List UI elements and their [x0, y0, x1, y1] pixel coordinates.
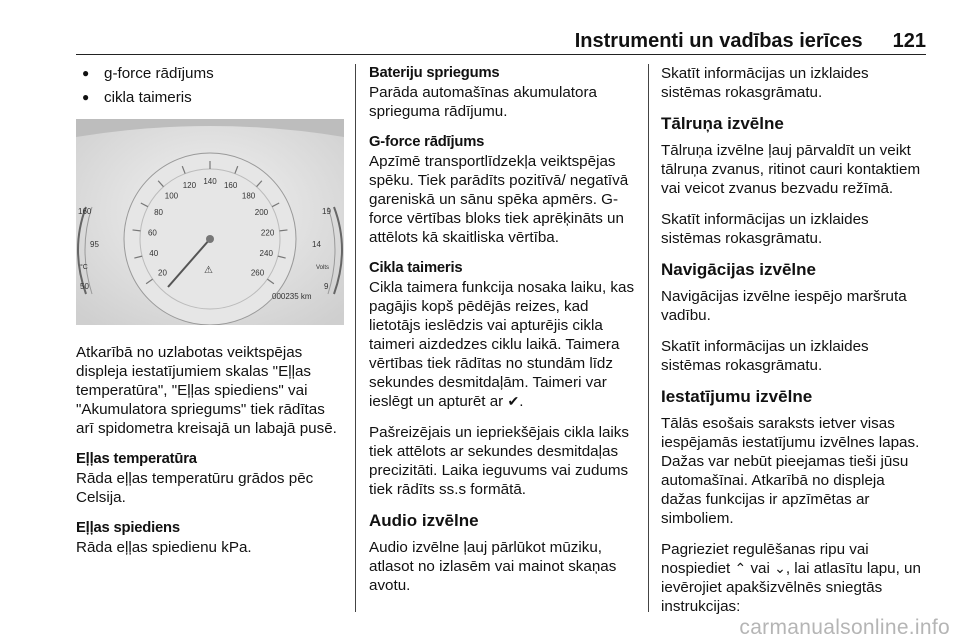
- speed-tick-label: 100: [164, 191, 179, 201]
- right-gauge-tick: Volts: [316, 265, 330, 271]
- speed-tick-label: 80: [154, 208, 164, 218]
- paragraph: Parāda automašīnas akumulatora sprieguma rādījumu.: [369, 84, 597, 120]
- speed-tick-label: 220: [260, 228, 275, 238]
- column-2: [369, 64, 635, 607]
- speed-tick-label: 260: [250, 268, 265, 278]
- battery-voltage-heading: Bateriju spriegums: [369, 65, 500, 81]
- speed-tick-label: 160: [223, 180, 238, 190]
- paragraph: Tālās esošais saraksts ietver visas iespējamās iestatījumu izvēlnes lapas. Dažas var nebūt pieejamas tieši jūsu automašīnai. Atkarībā no displeja dažas funkcijas ir apzīmētas ar simboliem.: [661, 415, 920, 527]
- speed-tick-label: 20: [158, 268, 167, 278]
- page-number: 121: [892, 29, 926, 52]
- column-1: [76, 64, 344, 569]
- navigation-menu-heading: Navigācijas izvēlne: [661, 260, 816, 279]
- paragraph: [369, 278, 635, 411]
- text-span: Pagrieziet regulēšanas ripu vai nospiediet: [661, 541, 869, 577]
- left-gauge-tick: 50: [80, 282, 89, 291]
- oil-temperature-heading: Eļļas temperatūra: [76, 451, 197, 467]
- bullet-list: [76, 64, 344, 107]
- paragraph: Apzīmē transportlīdzekļa veiktspējas spēku. Tiek parādīts pozitīvā/ negatīvā gareniskā un sānu spēka apmērs. G-force vērtības bloks tiek aprēķināts un attēlots kā skaitliska vērtība.: [369, 153, 629, 246]
- column-divider: [355, 64, 356, 612]
- speed-tick-label: 240: [259, 249, 273, 259]
- instrument-cluster-figure: [76, 119, 344, 325]
- paragraph: Skatīt informācijas un izklaides sistēmas rokasgrāmatu.: [661, 338, 869, 374]
- paragraph: Skatīt informācijas un izklaides sistēmas rokasgrāmatu.: [661, 65, 869, 101]
- page-header: [76, 28, 926, 55]
- list-item: ● g-force rādījums: [76, 64, 344, 83]
- paragraph: Skatīt informācijas un izklaides sistēmas rokasgrāmatu.: [661, 211, 869, 247]
- audio-menu-heading: Audio izvēlne: [369, 511, 479, 530]
- paragraph: Tālruņa izvēlne ļauj pārvaldīt un veikt tālruņa zvanus, ritinot cauri kontaktiem vai veicot zvanus bezvadu režīmā.: [661, 142, 921, 197]
- chevron-down-icon: ⌄: [774, 560, 786, 576]
- phone-menu-heading: Tālruņa izvēlne: [661, 114, 784, 133]
- left-gauge-tick: °C: [80, 264, 88, 271]
- speed-tick-label: 200: [254, 208, 269, 218]
- right-gauge-tick: 14: [312, 240, 321, 249]
- paragraph: Rāda eļļas spiedienu kPa.: [76, 539, 252, 556]
- oil-pressure-heading: Eļļas spiediens: [76, 520, 180, 536]
- g-force-heading: G-force rādījums: [369, 134, 485, 150]
- speed-tick-label: 40: [149, 249, 159, 259]
- paragraph: Pašreizējais un iepriekšējais cikla laiks tiek attēlots ar sekundes desmitdaļas precizitāti. Laika ieguvums vai zudums tiek rādīts ss.s formātā.: [369, 424, 629, 498]
- paragraph: [661, 540, 929, 616]
- column-divider: [648, 64, 649, 612]
- chevron-up-icon: ⌃: [734, 560, 747, 576]
- settings-menu-heading: Iestatījumu izvēlne: [661, 387, 813, 406]
- page-title: Instrumenti un vadības ierīces: [574, 29, 863, 52]
- left-gauge-tick: 95: [90, 240, 99, 249]
- right-gauge-tick: 19: [322, 207, 331, 216]
- speed-tick-label: 120: [182, 180, 197, 190]
- text-span: vai: [750, 560, 770, 577]
- watermark: carmanualsonline.info: [739, 616, 950, 639]
- text-span: Cikla taimera funkcija nosaka laiku, kas pagājis kopš pēdējās reizes, kad lietotājs ieslēdzis vai apturējis cikla taimeri aizdedzes ciklu laikā. Taimera vērtības tiek rādītas no stundām līdz sekundes desmitdaļām. Taimeri var ieslēgt un apturēt ar: [369, 279, 635, 410]
- speed-tick-label: 60: [147, 228, 157, 238]
- text-span: , lai atlasītu lapu, un ievērojiet apakšizvēlnēs sniegtās instrukcijas:: [661, 560, 921, 615]
- speed-tick-label: 140: [203, 177, 217, 186]
- left-gauge-tick: 160: [78, 207, 92, 216]
- lap-timer-heading: Cikla taimeris: [369, 260, 463, 276]
- check-icon: ✔: [507, 393, 520, 409]
- right-gauge-tick: 9: [324, 282, 329, 291]
- text-span: .: [519, 393, 524, 410]
- odometer-readout: 000235 km: [272, 292, 312, 301]
- paragraph: Atkarībā no uzlabotas veiktspējas displeja iestatījumiem skalas "Eļļas temperatūra", "Eļļas spiediens" vai "Akumulatora spriegums" tiek rādītas arī spidometra kreisajā un labajā pusē.: [76, 344, 337, 437]
- speed-tick-label: 180: [241, 191, 256, 201]
- paragraph: Rāda eļļas temperatūru grādos pēc Celsija.: [76, 470, 314, 506]
- paragraph: Audio izvēlne ļauj pārlūkot mūziku, atlasot no izlasēm vai mainot skaņas avotu.: [369, 539, 617, 594]
- paragraph: Navigācijas izvēlne iespējo maršruta vadību.: [661, 288, 907, 324]
- cluster-illustration: [76, 119, 344, 325]
- svg-text:⚠: ⚠: [204, 265, 213, 276]
- column-3: [661, 64, 929, 628]
- list-item: ● cikla taimeris: [76, 88, 344, 107]
